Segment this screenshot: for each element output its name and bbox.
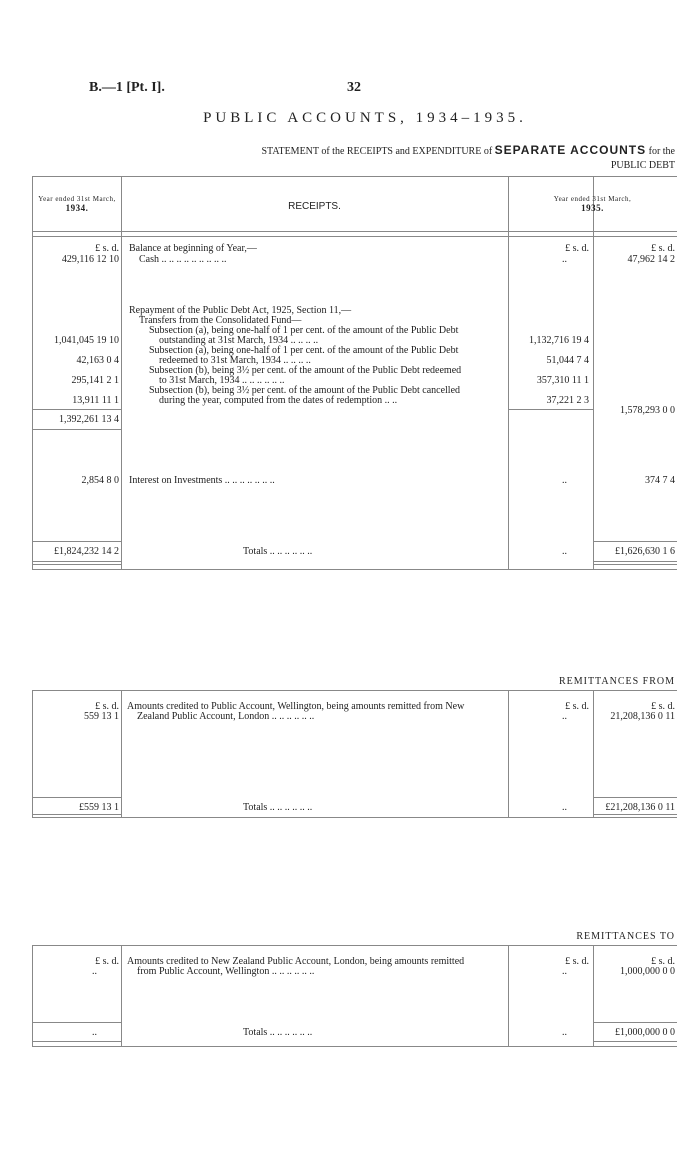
sub1-prev: 1,041,045 19 10 bbox=[54, 335, 119, 346]
t2-mid: .. bbox=[562, 711, 567, 722]
prev-year-label: Year ended 31st March, bbox=[38, 195, 116, 203]
t2-totals-prev: £559 13 1 bbox=[79, 802, 119, 813]
remittances-to-table bbox=[32, 945, 677, 1047]
sub2-prev: 42,163 0 4 bbox=[76, 355, 119, 366]
repay-heading: Repayment of the Public Debt Act, 1925, Section 11,— bbox=[129, 305, 352, 316]
sub4-line2: during the year, computed from the dates of redemption .. .. bbox=[159, 395, 398, 406]
t3-curr: 1,000,000 0 0 bbox=[620, 966, 675, 977]
statement-suffix: for the bbox=[648, 146, 675, 157]
t3-totals-prev: .. bbox=[92, 1027, 97, 1038]
interest-curr: 374 7 4 bbox=[645, 475, 675, 486]
t3-totals-label: Totals .. .. .. .. .. .. bbox=[243, 1027, 313, 1038]
t2-currency-right: £ s. d. bbox=[651, 701, 675, 712]
sub2-line2: redeemed to 31st March, 1934 .. .. .. .. bbox=[159, 355, 311, 366]
sub3-line2: to 31st March, 1934 .. .. .. .. .. .. bbox=[159, 375, 285, 386]
statement-heading bbox=[261, 143, 675, 157]
cash-mid: .. bbox=[562, 254, 567, 265]
statement-bold: SEPARATE ACCOUNTS bbox=[494, 143, 647, 157]
t2-currency-left: £ s. d. bbox=[95, 701, 119, 712]
receipts-header: RECEIPTS. bbox=[288, 201, 341, 212]
balance-prev: 429,116 12 10 bbox=[61, 254, 119, 265]
interest-prev: 2,854 8 0 bbox=[81, 475, 119, 486]
t2-currency-mid: £ s. d. bbox=[565, 701, 589, 712]
t3-prev: .. bbox=[92, 966, 97, 977]
t2-totals-mid: .. bbox=[562, 802, 567, 813]
t2-line2: Zealand Public Account, London .. .. .. .. .. .. bbox=[137, 711, 315, 722]
page-number: 32 bbox=[347, 80, 361, 95]
balance-label: Balance at beginning of Year,— bbox=[129, 243, 257, 254]
page-title: PUBLIC ACCOUNTS, 1934–1935. bbox=[203, 110, 527, 126]
sub1-line2: outstanding at 31st March, 1934 .. .. .. .. bbox=[159, 335, 319, 346]
totals-mid: .. bbox=[562, 546, 567, 557]
sub3-line1: Subsection (b), being 3½ per cent. of the amount of the Public Debt redeemed bbox=[149, 365, 462, 376]
prev-year-value: 1934. bbox=[65, 203, 89, 213]
sub4-line1: Subsection (b), being 3½ per cent. of the amount of the Public Debt cancelled bbox=[149, 385, 461, 396]
curr-year-label: Year ended 31st March, bbox=[553, 195, 632, 203]
public-debt-receipts-table bbox=[32, 176, 677, 570]
remittances-from-heading: REMITTANCES FROM bbox=[558, 676, 675, 687]
totals-curr: £1,626,630 1 6 bbox=[615, 546, 675, 557]
t2-prev: 559 13 1 bbox=[84, 711, 119, 722]
document-reference: B.—1 [Pt. I]. bbox=[89, 80, 165, 95]
interest-label: Interest on Investments .. .. .. .. .. .. .. bbox=[129, 475, 275, 486]
t3-mid: .. bbox=[562, 966, 567, 977]
statement-prefix: STATEMENT of the RECEIPTS and EXPENDITURE of bbox=[261, 146, 493, 157]
t2-totals-label: Totals .. .. .. .. .. .. bbox=[243, 802, 313, 813]
curr-year-value: 1935. bbox=[581, 203, 604, 213]
currency-left: £ s. d. bbox=[95, 243, 119, 254]
sub3-prev: 295,141 2 1 bbox=[71, 375, 119, 386]
transfers-label: Transfers from the Consolidated Fund— bbox=[139, 315, 302, 326]
sub4-mid: 37,221 2 3 bbox=[546, 395, 589, 406]
sub1-mid: 1,132,716 19 4 bbox=[529, 335, 589, 346]
curr-year-header bbox=[508, 195, 677, 213]
t3-currency-left: £ s. d. bbox=[95, 956, 119, 967]
remittances-from-table bbox=[32, 690, 677, 818]
sub4-prev: 13,911 11 1 bbox=[72, 395, 119, 406]
t2-line1: Amounts credited to Public Account, Wellington, being amounts remitted from New bbox=[127, 701, 465, 712]
t2-totals-curr: £21,208,136 0 11 bbox=[605, 802, 675, 813]
t3-totals-mid: .. bbox=[562, 1027, 567, 1038]
sub2-mid: 51,044 7 4 bbox=[546, 355, 589, 366]
sub3-mid: 357,310 11 1 bbox=[536, 375, 589, 386]
t3-line1: Amounts credited to New Zealand Public Account, London, being amounts remitted bbox=[127, 956, 465, 967]
balance-curr: 47,962 14 2 bbox=[627, 254, 675, 265]
currency-mid: £ s. d. bbox=[565, 243, 589, 254]
t2-curr: 21,208,136 0 11 bbox=[610, 711, 675, 722]
prev-year-header bbox=[33, 195, 121, 213]
totals-prev: £1,824,232 14 2 bbox=[54, 546, 119, 557]
totals-label: Totals .. .. .. .. .. .. bbox=[243, 546, 313, 557]
currency-right: £ s. d. bbox=[651, 243, 675, 254]
statement-subheading: PUBLIC DEBT bbox=[610, 160, 675, 171]
sub2-line1: Subsection (a), being one-half of 1 per cent. of the amount of the Public Debt bbox=[149, 345, 459, 356]
t3-currency-right: £ s. d. bbox=[651, 956, 675, 967]
cash-label: Cash .. .. .. .. .. .. .. .. .. bbox=[139, 254, 227, 265]
interest-mid: .. bbox=[562, 475, 567, 486]
t3-line2: from Public Account, Wellington .. .. .. .. .. .. bbox=[137, 966, 315, 977]
t3-totals-curr: £1,000,000 0 0 bbox=[615, 1027, 675, 1038]
repay-total-prev: 1,392,261 13 4 bbox=[59, 414, 119, 425]
repay-total-curr: 1,578,293 0 0 bbox=[620, 405, 675, 416]
sub1-line1: Subsection (a), being one-half of 1 per cent. of the amount of the Public Debt bbox=[149, 325, 459, 336]
t3-currency-mid: £ s. d. bbox=[565, 956, 589, 967]
remittances-to-heading: REMITTANCES TO bbox=[576, 931, 675, 942]
